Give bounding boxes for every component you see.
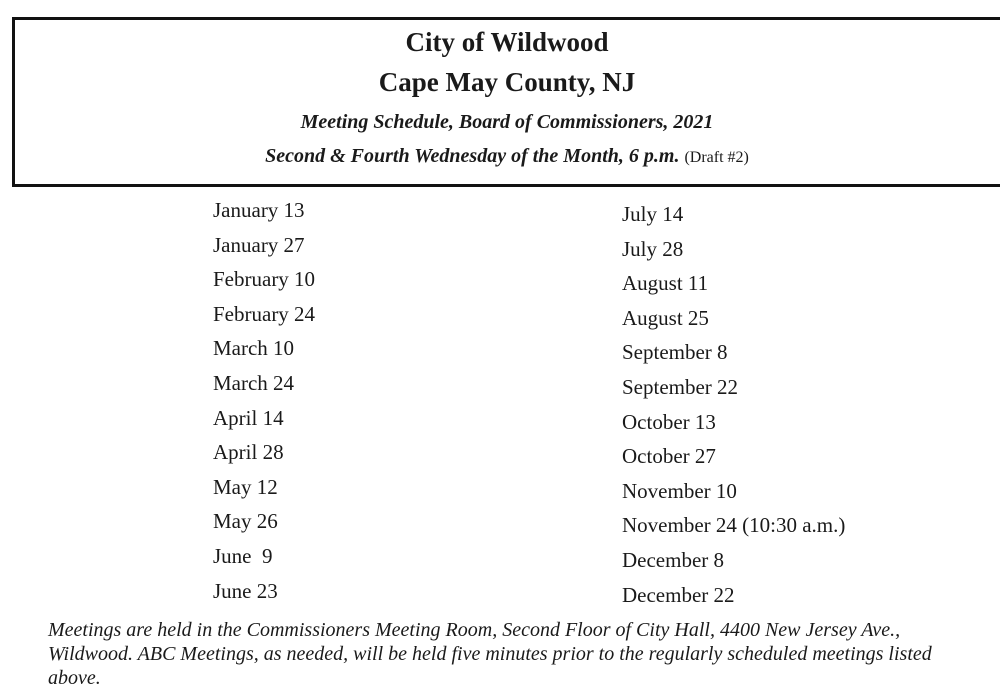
meeting-date: April 28: [213, 440, 284, 465]
meeting-date: December 22: [622, 582, 735, 607]
meeting-date: May 12: [213, 474, 278, 499]
meeting-date: April 14: [213, 405, 284, 430]
meeting-date: September 22: [622, 375, 739, 399]
meeting-date: November 10: [622, 478, 737, 503]
meeting-date: January 27: [213, 232, 305, 257]
schedule-subtitle: [12, 145, 1000, 168]
meeting-date: July 14: [622, 202, 684, 226]
schedule-time: Second & Fourth Wednesday of the Month, 6 p.m.: [265, 145, 680, 167]
location-note: Meetings are held in the Commissioners Meeting Room, Second Floor of City Hall, 4400 New Jersey Ave., Wildwood. ABC Meetings, as needed, will be held five minutes prior to the regularly scheduled meetings listed above.: [48, 619, 932, 689]
draft-label: (Draft #2): [684, 149, 749, 166]
meeting-date: February 24: [213, 301, 316, 326]
meeting-date: September 8: [622, 340, 728, 365]
meeting-date: June 23: [213, 578, 278, 603]
county-title: Cape May County, NJ: [378, 67, 636, 97]
meeting-date: November 24 (10:30 a.m.): [622, 513, 846, 538]
schedule-title: Meeting Schedule, Board of Commissioners, 2021: [300, 111, 714, 133]
meeting-date: October 27: [622, 444, 716, 469]
meeting-date: October 13: [622, 409, 716, 434]
meeting-date: May 26: [213, 509, 278, 534]
meeting-date: August 25: [622, 305, 709, 330]
meeting-date: August 11: [622, 271, 709, 296]
meeting-date: December 8: [622, 548, 725, 572]
city-title: City of Wildwood: [405, 27, 609, 57]
meeting-date: March 24: [213, 371, 295, 395]
meeting-date: July 28: [622, 236, 684, 261]
meeting-date: March 10: [213, 336, 295, 361]
meeting-date: June 9: [213, 544, 273, 568]
meeting-date: February 10: [213, 267, 316, 292]
meeting-date: January 13: [213, 198, 305, 222]
